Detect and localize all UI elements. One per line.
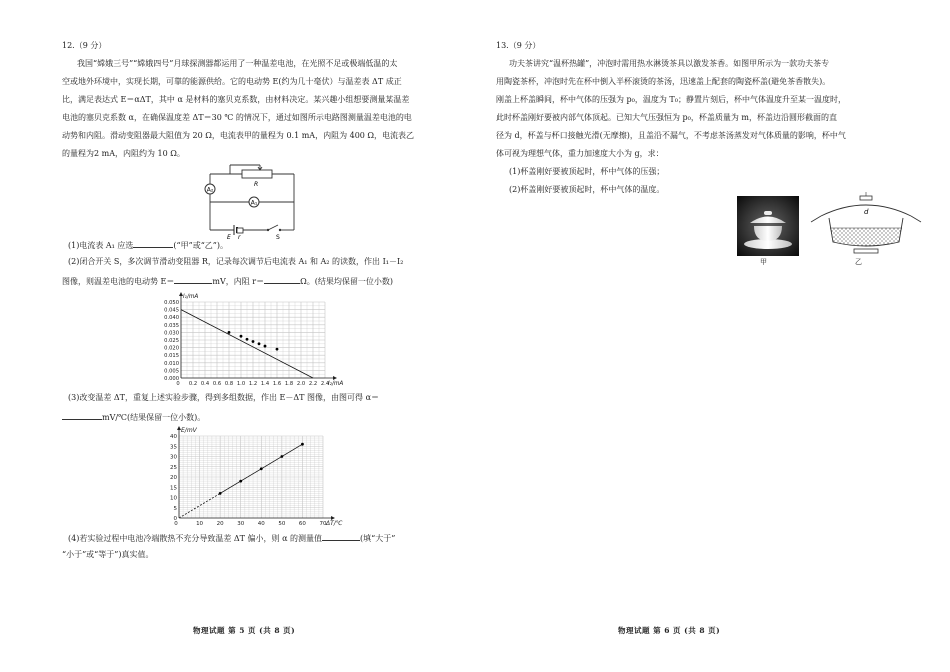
x-tick-label: 40 xyxy=(257,521,265,527)
y-tick-label: 20 xyxy=(170,475,177,481)
answer-blank[interactable] xyxy=(322,531,360,541)
x-tick-label: 1.8 xyxy=(284,381,294,387)
q12-part4-line2: “小于”或“等于”)真实值。 xyxy=(62,550,154,559)
y-tick-label: 0.010 xyxy=(164,360,179,367)
circuit-diagram xyxy=(196,160,308,240)
gaiwan-photo xyxy=(737,196,799,256)
x-tick-label: 60 xyxy=(298,521,306,527)
q13-intro-line: 此时杯盖刚好要被内部气体顶起。已知大气压强恒为 p₀，杯盖质量为 m，杯盖边沿圆形截面的直 xyxy=(496,113,837,122)
x-tick-label: 2.0 xyxy=(296,381,306,387)
y-tick-label: 25 xyxy=(170,464,177,471)
data-point xyxy=(239,480,242,483)
x-tick-label: 70 xyxy=(319,521,327,527)
x-tick-label: 0.6 xyxy=(212,381,222,387)
footer-left: 物理试题 第 5 页 (共 8 页) xyxy=(193,626,296,635)
answer-blank[interactable] xyxy=(264,274,300,284)
q12-part2-line2: 图像，则温差电池的电动势 E＝ mV，内阻 r＝ Ω。(结果均保留一位小数) xyxy=(62,274,393,288)
label-a2: A₂ xyxy=(206,186,214,194)
x-tick-label: 20 xyxy=(216,521,224,527)
label-a1: A₁ xyxy=(250,199,258,207)
right-page xyxy=(475,0,950,672)
q12-part1: (1)电流表 A₁ 应选 (“甲”或“乙”)。 xyxy=(68,238,228,252)
q12-part2-line1: (2)闭合开关 S，多次调节滑动变阻器 R，记录每次调节后电流表 A₁ 和 A₂ 的读数，作出 I₁－I₂ xyxy=(68,257,404,266)
x-tick-label: 0 xyxy=(174,521,178,527)
x-axis-label: I₂/mA xyxy=(328,381,344,387)
fig-label-jia: 甲 xyxy=(760,258,767,266)
y-tick-label: 5 xyxy=(173,505,177,512)
x-tick-label: 1.0 xyxy=(236,381,246,387)
label-e: E xyxy=(227,234,231,240)
y-tick-label: 0 xyxy=(173,516,177,522)
y-tick-label: 0.000 xyxy=(164,376,179,382)
y-tick-label: 0.020 xyxy=(164,345,179,352)
x-tick-label: 2.2 xyxy=(308,381,318,387)
answer-blank[interactable] xyxy=(62,410,102,420)
data-point xyxy=(264,345,267,348)
q13-part1: (1)杯盖刚好要被顶起时，杯中气体的压强； xyxy=(509,167,665,176)
q12-intro-line: 比，满足表达式 E＝αΔT，其中 α 是材料的塞贝克系数，由材料决定。某兴趣小组想要测量某温差 xyxy=(62,95,410,104)
q12-intro-line: 我国“嫦娥三号”“嫦娥四号”月球探测器都运用了一种温差电池，在光照不足或极端低温的太 xyxy=(77,59,398,68)
label-s: S xyxy=(276,234,280,240)
y-tick-label: 0.005 xyxy=(164,368,179,375)
data-point xyxy=(280,455,283,458)
gaiwan-cross-section xyxy=(809,192,923,260)
y-tick-label: 0.035 xyxy=(164,322,179,329)
y-tick-label: 10 xyxy=(170,495,177,502)
i1-i2-chart xyxy=(150,290,350,390)
q12-part3-line2: mV/℃(结果保留一位小数)。 xyxy=(62,410,205,424)
y-tick-label: 40 xyxy=(170,434,177,440)
q12-header: 12.（9 分） xyxy=(62,41,107,50)
footer-right: 物理试题 第 6 页 (共 8 页) xyxy=(618,626,721,635)
answer-blank[interactable] xyxy=(133,238,173,248)
fig-label-yi: 乙 xyxy=(855,258,862,266)
x-axis-arrow xyxy=(333,376,337,380)
data-point xyxy=(260,467,263,470)
x-tick-label: 2.4 xyxy=(320,381,330,387)
q13-header: 13.（9 分） xyxy=(496,41,541,50)
y-tick-label: 0.045 xyxy=(164,307,179,314)
q12-intro-line: 空或地外环境中，实现长期，可靠的能源供给。它的电动势 E(约为几十毫伏）与温差表 ΔT 成正 xyxy=(62,77,402,86)
data-point xyxy=(246,338,249,341)
x-axis-label: ΔT/℃ xyxy=(326,520,343,527)
data-point xyxy=(252,340,255,343)
y-tick-label: 15 xyxy=(170,485,177,492)
x-tick-label: 1.2 xyxy=(248,381,258,387)
y-tick-label: 0.030 xyxy=(164,330,179,337)
label-r-small: r xyxy=(238,234,241,240)
data-point xyxy=(276,348,279,351)
q13-intro-line: 刚盖上杯盖瞬间，杯中气体的压强为 p₀，温度为 T₀；静置片刻后，杯中气体温度升至某一温度时， xyxy=(496,95,846,104)
y-axis-label: E/mV xyxy=(181,427,197,434)
y-tick-label: 0.015 xyxy=(164,353,179,360)
x-tick-label: 30 xyxy=(237,521,245,527)
data-point xyxy=(240,335,243,338)
q12-intro-line: 动势和内阻。滑动变阻器最大阻值为 20 Ω，电流表甲的量程为 0.1 mA，内阻为 400 Ω，电流表乙 xyxy=(62,131,415,140)
x-tick-label: 10 xyxy=(196,521,204,527)
y-tick-label: 0.050 xyxy=(164,300,179,306)
q12-part4-line1: (4)若实验过程中电池冷端散热不充分导致温差 ΔT 偏小，则 α 的测量值 (填“大于” xyxy=(68,531,395,545)
y-tick-label: 35 xyxy=(170,444,177,451)
data-point xyxy=(301,443,304,446)
answer-blank[interactable] xyxy=(174,274,212,284)
y-tick-label: 0.025 xyxy=(164,338,179,344)
label-r-big: R xyxy=(254,181,259,188)
x-tick-label: 1.4 xyxy=(260,381,270,387)
data-point xyxy=(258,342,261,345)
x-tick-label: 0.2 xyxy=(188,381,198,387)
x-tick-label: 0 xyxy=(176,381,180,387)
q12-part3-line1: (3)改变温差 ΔT，重复上述实验步骤，得到多组数据，作出 E－ΔT 图像，由图可得 α＝ xyxy=(68,393,379,402)
q13-intro-line: 用陶瓷茶杯，冲泡时先在杯中倒入半杯滚烫的茶汤，迅速盖上配套的陶瓷杯盖(避免茶香散失)。 xyxy=(496,77,831,86)
q13-intro-line: 体可视为理想气体，重力加速度大小为 g，求： xyxy=(496,149,664,158)
data-point xyxy=(228,331,231,334)
q13-intro-line: 功夫茶讲究“温杯热罐”，冲泡时需用热水淋烫茶具以激发茶香。如图甲所示为一款功夫茶专 xyxy=(509,59,830,68)
x-tick-label: 50 xyxy=(278,521,286,527)
x-tick-label: 0.4 xyxy=(200,381,210,387)
y-tick-label: 0.040 xyxy=(164,315,179,322)
q12-intro-line: 电池的塞贝克系数 α，在确保温度差 ΔT＝30 ℃ 的情况下，通过如图所示电路图测量温差电池的电 xyxy=(62,113,412,122)
q13-part2: (2)杯盖刚好要被顶起时，杯中气体的温度。 xyxy=(509,185,665,194)
x-tick-label: 1.6 xyxy=(272,381,282,387)
e-dt-chart xyxy=(155,424,345,530)
y-tick-label: 30 xyxy=(170,454,177,461)
y-axis-label: I₁/mA xyxy=(183,294,199,300)
x-tick-label: 0.8 xyxy=(224,381,234,387)
q13-intro-line: 径为 d，杯盖与杯口接触光滑(无摩擦)，且盖沿不漏气，不考虑茶汤蒸发对气体质量的影响，杯中气 xyxy=(496,131,846,140)
q12-intro-line: 的量程为2 mA，内阻约为 10 Ω。 xyxy=(62,149,185,158)
label-d: d xyxy=(864,208,869,216)
data-point xyxy=(219,492,222,495)
